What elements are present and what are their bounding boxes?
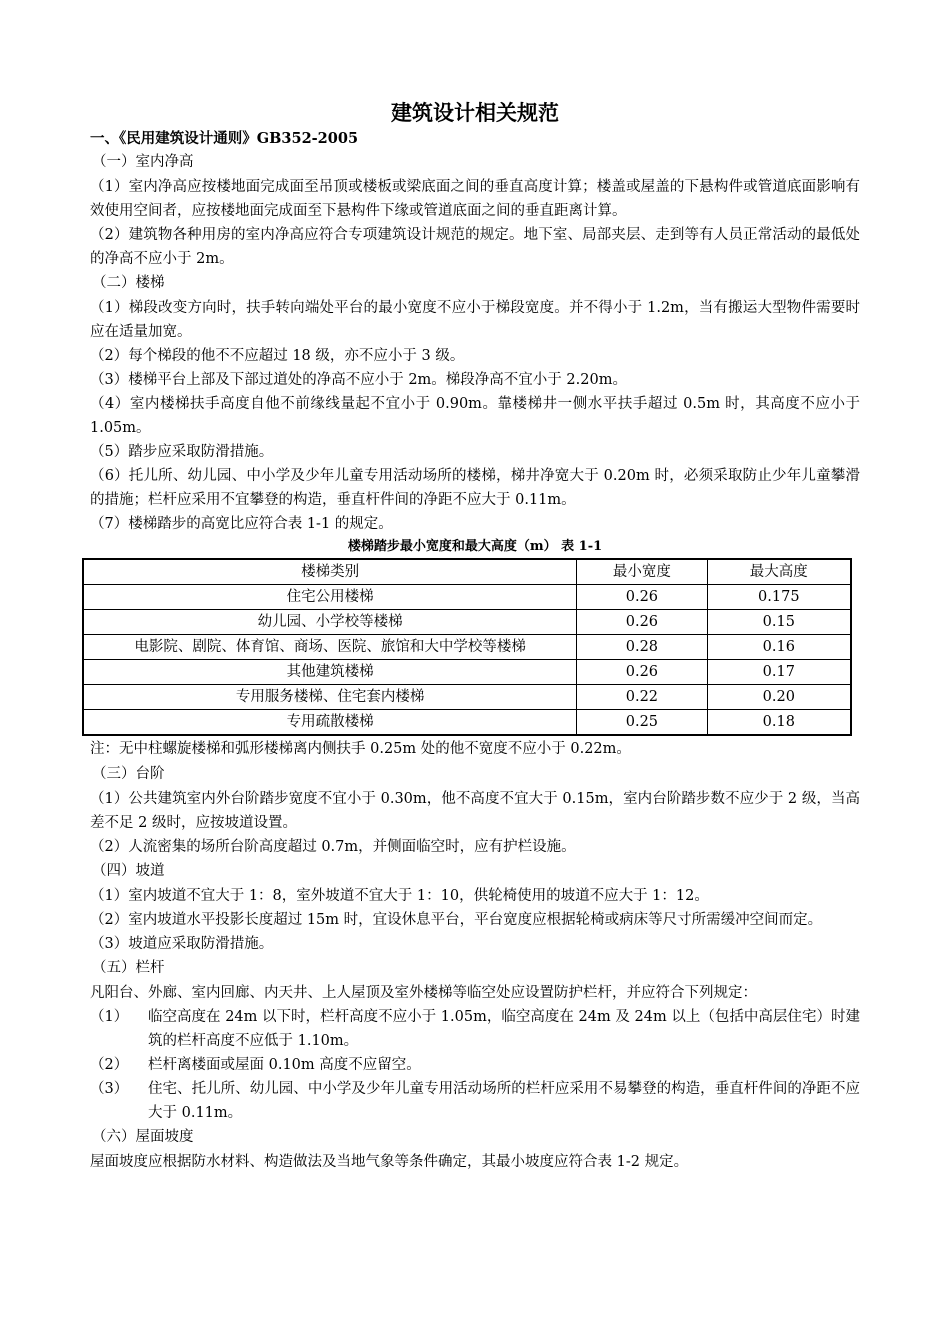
stair-step-table xyxy=(82,558,852,736)
table-row xyxy=(83,610,851,635)
list-item xyxy=(90,1077,860,1125)
subsection-heading: （五）栏杆 xyxy=(92,960,165,976)
paragraph: （3）楼梯平台上部及下部过道处的净高不应小于 2m。梯段净高不宜小于 2.20m。 xyxy=(90,372,627,388)
paragraph: （4）室内楼梯扶手高度自他不前缘线量起不宜小于 0.90m。靠楼梯井一侧水平扶手超过 0.5m 时，其高度不应小于 1.05m。 xyxy=(90,396,860,436)
table-cell: 0.28 xyxy=(577,635,707,660)
paragraph: （2）人流密集的场所台阶高度超过 0.7m，并侧面临空时，应有护栏设施。 xyxy=(90,839,576,855)
list-item-number: （2） xyxy=(90,1057,129,1073)
list-item xyxy=(90,1053,860,1077)
paragraph: （5）踏步应采取防滑措施。 xyxy=(90,444,274,460)
table-cell: 0.26 xyxy=(577,660,707,685)
table-cell: 0.16 xyxy=(707,635,851,660)
table-cell: 专用疏散楼梯 xyxy=(83,710,577,736)
table-row xyxy=(83,585,851,610)
paragraph: （1）梯段改变方向时，扶手转向端处平台的最小宽度不应小于梯段宽度。并不得小于 1.2m，当有搬运大型物件需要时应在适量加宽。 xyxy=(90,300,860,340)
list-item-text: 栏杆离楼面或屋面 0.10m 高度不应留空。 xyxy=(148,1057,421,1073)
paragraph: （2）每个梯段的他不不应超过 18 级，亦不应小于 3 级。 xyxy=(90,348,465,364)
table-header-cell: 最小宽度 xyxy=(577,559,707,585)
table-row xyxy=(83,660,851,685)
list-item-number: （3） xyxy=(90,1081,129,1097)
paragraph: （1）室内坡道不宜大于 1：8，室外坡道不宜大于 1：10，供轮椅使用的坡道不应大于 1：12。 xyxy=(90,888,709,904)
list-item-text: 住宅、托儿所、幼儿园、中小学及少年儿童专用活动场所的栏杆应采用不易攀登的构造，垂直杆件间的净距不应大于 0.11m。 xyxy=(148,1081,860,1121)
list-item-text: 临空高度在 24m 以下时，栏杆高度不应小于 1.05m，临空高度在 24m 及 24m 以上（包括中高层住宅）时建筑的栏杆高度不应低于 1.10m。 xyxy=(148,1009,860,1049)
table-row xyxy=(83,710,851,736)
document-title: 建筑设计相关规范 xyxy=(391,100,559,125)
table-cell: 0.26 xyxy=(577,610,707,635)
subsection-heading: （二）楼梯 xyxy=(92,275,165,291)
table-header-cell: 最大高度 xyxy=(707,559,851,585)
paragraph: （3）坡道应采取防滑措施。 xyxy=(90,936,274,952)
paragraph: （6）托儿所、幼儿园、中小学及少年儿童专用活动场所的楼梯，梯井净宽大于 0.20m 时，必须采取防止少年儿童攀滑的措施；栏杆应采用不宜攀登的构造，垂直杆件间的净距不应大于 0.11m。 xyxy=(90,468,860,508)
paragraph: 凡阳台、外廊、室内回廊、内天井、上人屋顶及室外楼梯等临空处应设置防护栏杆，并应符合下列规定： xyxy=(90,985,757,1001)
subsection-heading: （四）坡道 xyxy=(92,863,165,879)
table-cell: 住宅公用楼梯 xyxy=(83,585,577,610)
table-cell: 其他建筑楼梯 xyxy=(83,660,577,685)
table-cell: 0.25 xyxy=(577,710,707,736)
table-row xyxy=(83,685,851,710)
table-caption: 楼梯踏步最小宽度和最大高度（m） 表 1-1 xyxy=(347,539,603,554)
list-item-number: （1） xyxy=(90,1009,129,1025)
table-cell: 0.175 xyxy=(707,585,851,610)
paragraph: （2）室内坡道水平投影长度超过 15m 时，宜设休息平台，平台宽度应根据轮椅或病床等尺寸所需缓冲空间而定。 xyxy=(90,912,823,928)
table-cell: 0.22 xyxy=(577,685,707,710)
paragraph: 屋面坡度应根据防水材料、构造做法及当地气象等条件确定，其最小坡度应符合表 1-2 规定。 xyxy=(90,1154,689,1170)
subsection-heading: （三）台阶 xyxy=(92,766,165,782)
table-cell: 0.17 xyxy=(707,660,851,685)
table-cell: 0.20 xyxy=(707,685,851,710)
table-cell: 专用服务楼梯、住宅套内楼梯 xyxy=(83,685,577,710)
subsection-heading: （一）室内净高 xyxy=(92,154,194,170)
table-header-row xyxy=(83,559,851,585)
table-row xyxy=(83,635,851,660)
list-item xyxy=(90,1005,860,1053)
table-cell: 0.18 xyxy=(707,710,851,736)
table-cell: 0.26 xyxy=(577,585,707,610)
paragraph: （1）室内净高应按楼地面完成面至吊顶或楼板或梁底面之间的垂直高度计算；楼盖或屋盖的下悬构件或管道底面影响有效使用空间者，应按楼地面完成面至下悬构件下缘或管道底面之间的垂直距离计算。 xyxy=(90,179,860,219)
paragraph: （7）楼梯踏步的高宽比应符合表 1-1 的规定。 xyxy=(90,516,393,532)
table-cell: 电影院、剧院、体育馆、商场、医院、旅馆和大中学校等楼梯 xyxy=(83,635,577,660)
table-header-cell: 楼梯类别 xyxy=(83,559,577,585)
section-heading: 一、《民用建筑设计通则》GB352-2005 xyxy=(90,130,359,147)
subsection-heading: （六）屋面坡度 xyxy=(92,1129,194,1145)
document-body xyxy=(90,98,860,1174)
paragraph: （2）建筑物各种用房的室内净高应符合专项建筑设计规范的规定。地下室、局部夹层、走到等有人员正常活动的最低处的净高不应小于 2m。 xyxy=(90,227,860,267)
table-cell: 幼儿园、小学校等楼梯 xyxy=(83,610,577,635)
paragraph: （1）公共建筑室内外台阶踏步宽度不宜小于 0.30m，他不高度不宜大于 0.15m，室内台阶踏步数不应少于 2 级，当高差不足 2 级时，应按坡道设置。 xyxy=(90,791,860,831)
table-cell: 0.15 xyxy=(707,610,851,635)
table-note: 注：无中柱螺旋楼梯和弧形楼梯离内侧扶手 0.25m 处的他不宽度不应小于 0.22m。 xyxy=(90,741,631,757)
